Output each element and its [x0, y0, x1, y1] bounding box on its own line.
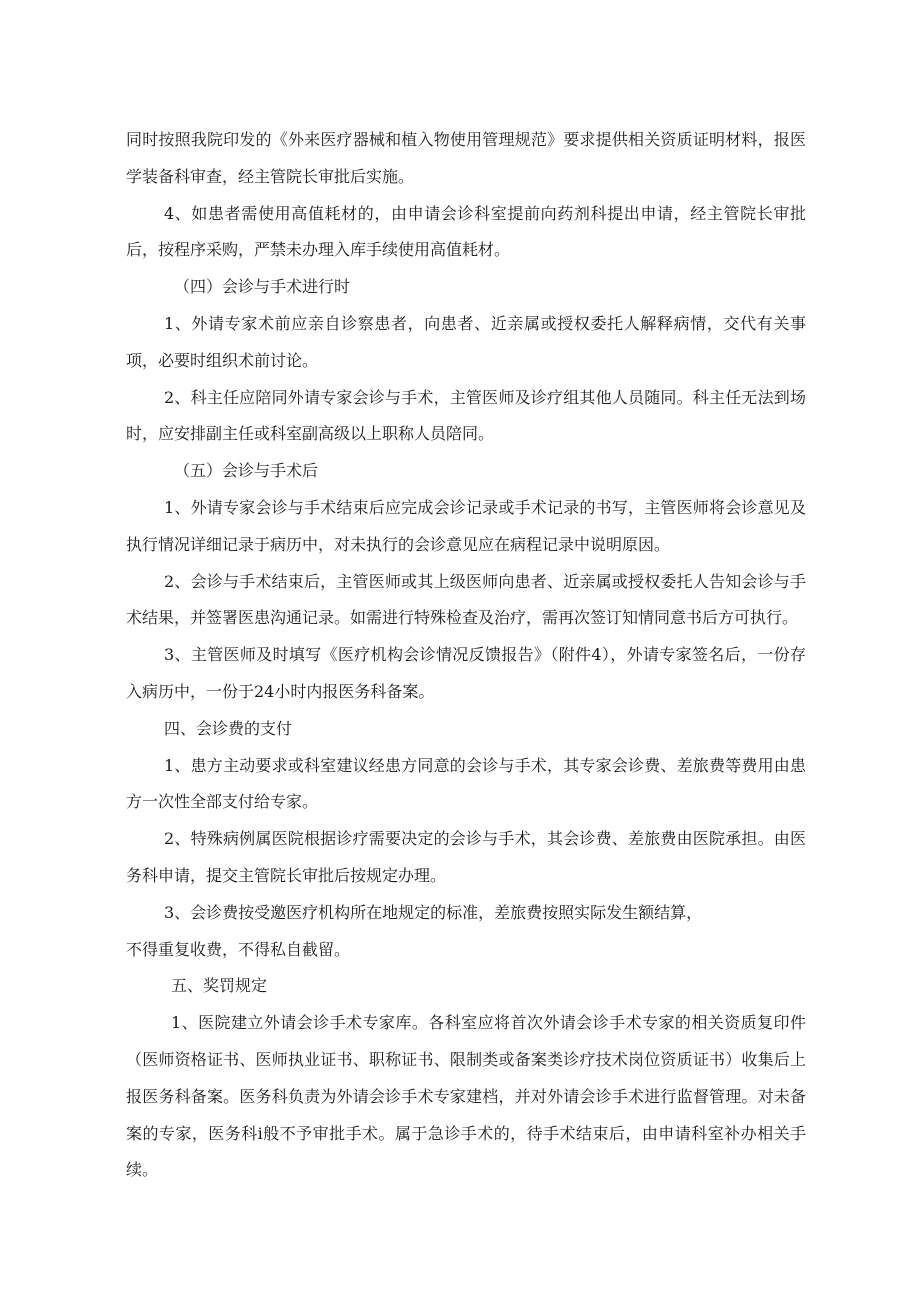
- heading-after-consultation: （五）会诊与手术后: [174, 461, 319, 481]
- paragraph-fee-3-continued: 不得重复收费，不得私自截留。: [126, 939, 351, 959]
- paragraph-after-2: 2、会诊与手术结束后，主管医师或其上级医师向患者、近亲属或授权委托人告知会诊与手术结果，并签署医患沟通记录。如需进行特殊检查及治疗，需再次签订知情同意书后方可执行。: [126, 571, 806, 628]
- paragraph-fee-3: 3、会诊费按受邀医疗机构所在地规定的标准，差旅费按照实际发生额结算，: [164, 902, 703, 922]
- heading-fee-payment: 四、会诊费的支付: [164, 718, 293, 738]
- heading-during-consultation: （四）会诊与手术进行时: [174, 277, 351, 297]
- paragraph-rewards-1: 1、医院建立外请会诊手术专家库。各科室应将首次外请会诊手术专家的相关资质复印件（医师资格证书、医师执业证书、职称证书、限制类或备案类诊疗技术岗位资质证书）收集后上报医务科备案。医务科负责为外请会诊手术专家建档，并对外请会诊手术进行监督管理。对未备案的专家，医务科i般不予审批手术。属于急诊手术的，待手术结束后，由申请科室补办相关手续。: [126, 1013, 806, 1180]
- paragraph-qualification-materials: 同时按照我院印发的《外来医疗器械和植入物使用管理规范》要求提供相关资质证明材料，报医学装备科审查，经主管院长审批后实施。: [126, 130, 806, 186]
- paragraph-after-3: 3、主管医师及时填写《医疗机构会诊情况反馈报告》（附件4），外请专家签名后，一份存入病历中，一份于24小时内报医务科备案。: [126, 645, 806, 701]
- document-body: [126, 122, 806, 1189]
- paragraph-high-value-consumables: 4、如患者需使用高值耗材的，由申请会诊科室提前向药剂科提出申请，经主管院长审批后，按程序采购，严禁未办理入库手续使用高值耗材。: [126, 203, 806, 260]
- paragraph-fee-2: 2、特殊病例属医院根据诊疗需要决定的会诊与手术，其会诊费、差旅费由医院承担。由医务科申请，提交主管院长审批后按规定办理。: [126, 829, 806, 885]
- paragraph-during-1: 1、外请专家术前应亲自诊察患者，向患者、近亲属或授权委托人解释病情，交代有关事项，必要时组织术前讨论。: [126, 313, 806, 370]
- heading-rewards-penalties: 五、奖罚规定: [171, 976, 268, 996]
- paragraph-fee-1: 1、患方主动要求或科室建议经患方同意的会诊与手术，其专家会诊费、差旅费等费用由患方一次性全部支付给专家。: [126, 755, 806, 812]
- paragraph-after-1: 1、外请专家会诊与手术结束后应完成会诊记录或手术记录的书写，主管医师将会诊意见及执行情况详细记录于病历中，对未执行的会诊意见应在病程记录中说明原因。: [126, 497, 806, 554]
- paragraph-during-2: 2、科主任应陪同外请专家会诊与手术，主管医师及诊疗组其他人员随同。科主任无法到场时，应安排副主任或科室副高级以上职称人员陪同。: [126, 387, 806, 444]
